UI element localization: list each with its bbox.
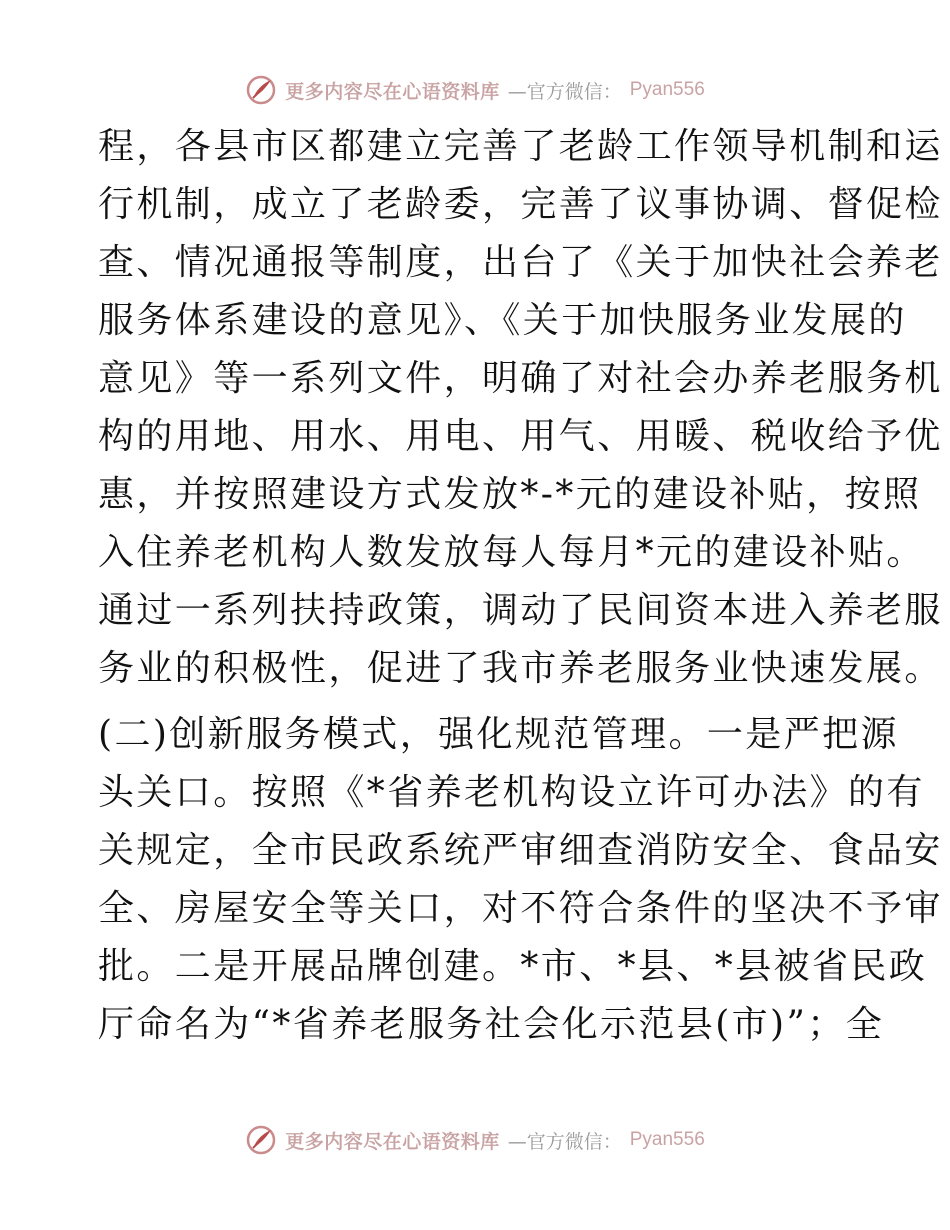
text-line: 构的用地、用水、用电、用气、用暖、税收给予优 [98,416,943,457]
text-line: 服务体系建设的意见》、《关于加快服务业发展的 [98,300,907,341]
text-line: 意见》等一系列文件，明确了对社会办养老服务机 [98,358,943,399]
text-line: 关规定，全市民政系统严审细查消防安全、食品安 [98,830,943,871]
text-line: 查、情况通报等制度，出台了《关于加快社会养老 [98,242,943,283]
document-body [98,118,943,1054]
text-line: 通过一系列扶持政策，调动了民间资本进入养老服 [98,590,943,631]
text-line: 行机制，成立了老龄委，完善了议事协调、督促检 [98,184,943,225]
text-line: 惠，并按照建设方式发放*-*元的建设补贴，按照 [98,474,922,515]
quill-logo-icon [245,1124,277,1156]
text-line: 厅命名为“*省养老服务社会化示范县(市)”；全 [98,1004,885,1045]
text-line: (二)创新服务模式，强化规范管理。一是严把源 [98,714,899,755]
watermark-wechat-id: Pyan556 [629,79,705,100]
watermark-separator: —官方微信： [507,80,622,103]
watermark-separator: —官方微信： [507,1130,622,1153]
header-watermark [0,68,950,112]
quill-logo-icon [245,74,277,106]
text-line: 务业的积极性，促进了我市养老服务业快速发展。 [98,648,943,689]
text-line: 入住养老机构人数发放每人每月*元的建设补贴。 [98,532,925,573]
watermark-brand: 更多内容尽在心语资料库 [285,80,500,103]
text-line: 全、房屋安全等关口，对不符合条件的坚决不予审 [98,888,943,929]
paragraph-1 [98,118,943,698]
footer-watermark [0,1118,950,1162]
text-line: 头关口。按照《*省养老机构设立许可办法》的有 [98,772,925,813]
watermark-brand: 更多内容尽在心语资料库 [285,1130,500,1153]
text-line: 批。二是开展品牌创建。*市、*县、*县被省民政 [98,946,928,987]
text-line: 程，各县市区都建立完善了老龄工作领导机制和运 [98,126,943,167]
watermark-wechat-id: Pyan556 [629,1129,705,1150]
paragraph-2 [98,706,943,1054]
paragraph-gap [98,698,858,706]
